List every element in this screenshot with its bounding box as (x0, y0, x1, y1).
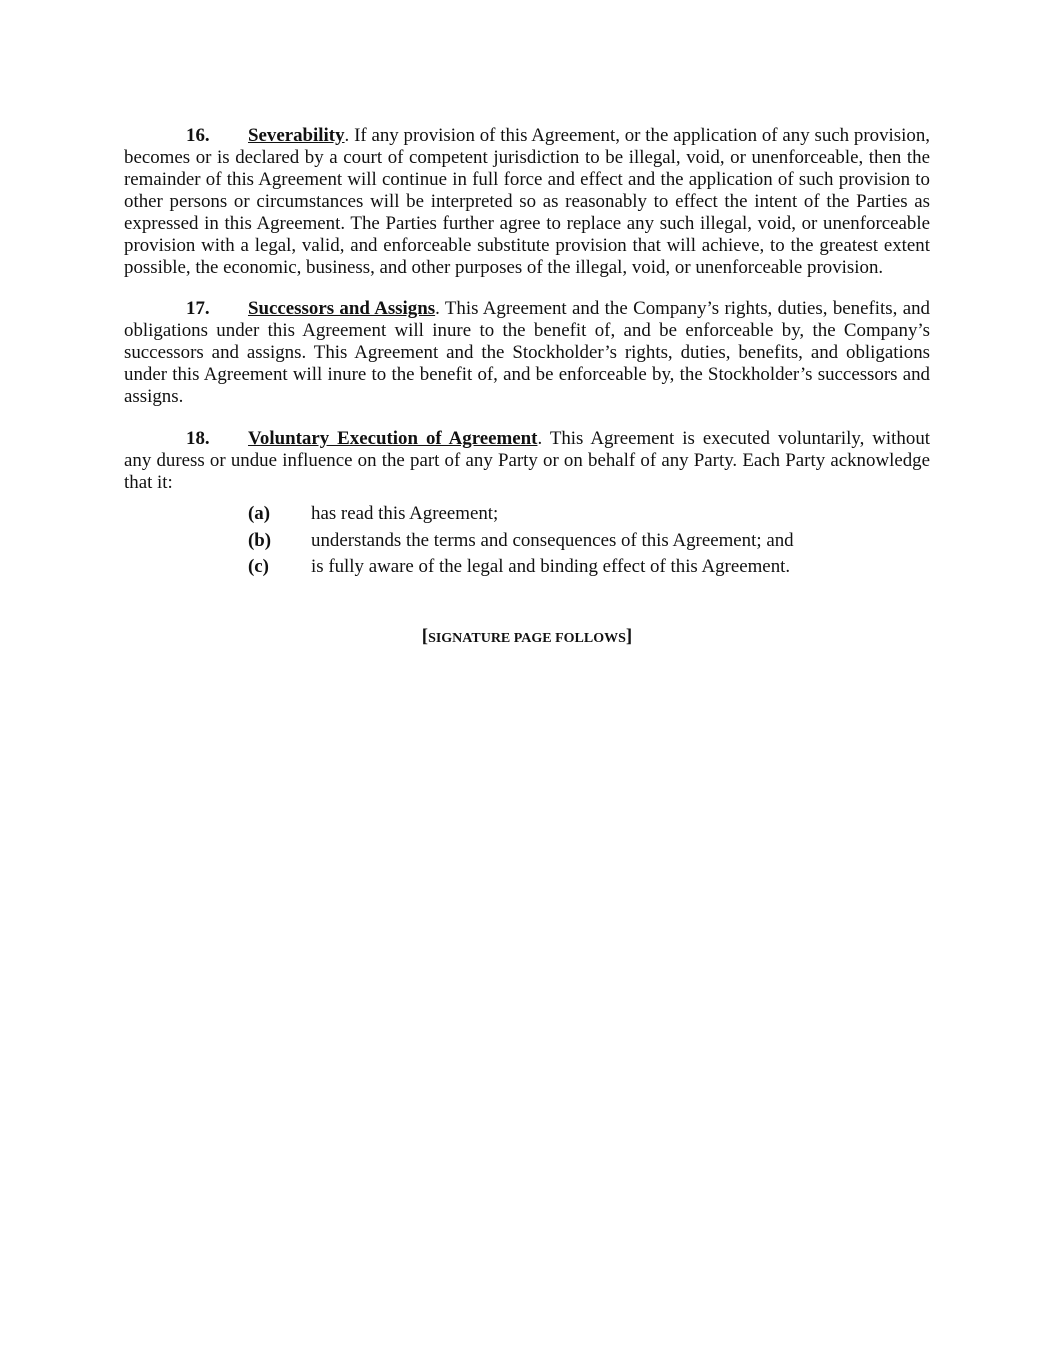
list-item (248, 528, 930, 555)
list-item-label: (a) (248, 503, 271, 524)
section-18 (124, 428, 930, 494)
section-number: 16. (186, 125, 210, 146)
section-17 (124, 298, 930, 408)
bracket-open: [ (421, 625, 429, 647)
bracket-close: ] (625, 625, 633, 647)
document-page (124, 125, 930, 650)
acknowledgement-list (124, 501, 930, 581)
signature-note-text: SIGNATURE PAGE FOLLOWS (428, 630, 626, 646)
section-text: . This Agreement and the Company’s rights, duties, benefits, and obligations under this Agreement will inure to the benefit of, and be enforceable by, the Company’s successors and assigns. This Agreement and the Stockholder’s rights, duties, benefits, and obligations under this Agreement will inure to the benefit of, and be enforceable by, the Stockholder’s successors and assigns. (124, 298, 931, 407)
list-item-text: has read this Agreement; (311, 503, 499, 524)
section-number: 18. (186, 428, 210, 449)
section-16 (124, 125, 930, 279)
list-item-label: (c) (248, 556, 269, 577)
section-text: . This Agreement is executed voluntarily, without any duress or undue influence on the part of any Party or on behalf of any Party. Each Party acknowledge that it: (124, 428, 931, 493)
section-heading: Successors and Assigns (248, 298, 436, 319)
list-item-text: understands the terms and consequences of this Agreement; and (311, 529, 794, 551)
list-item-label: (b) (248, 529, 272, 551)
list-item (248, 501, 930, 528)
section-text: . If any provision of this Agreement, or the application of any such provision, becomes or is declared by a court of competent jurisdiction to be illegal, void, or unenforceable, then the remainder of this Agreement will continue in full force and effect and the application of such provision to other persons or circumstances will be interpreted so as reasonably to effect the intent of the Parties as expressed in this Agreement. The Parties further agree to replace any such illegal, void, or unenforceable provision with a legal, valid, and enforceable substitute provision that will achieve, to the greatest extent possible, the economic, business, and other purposes of the illegal, void, or unenforceable provision. (124, 125, 930, 278)
signature-page-note (124, 626, 930, 650)
list-item (248, 554, 930, 581)
section-heading: Voluntary Execution of Agreement (248, 428, 538, 449)
section-number: 17. (186, 298, 210, 319)
section-heading: Severability (248, 125, 345, 146)
list-item-text: is fully aware of the legal and binding effect of this Agreement. (311, 556, 791, 577)
